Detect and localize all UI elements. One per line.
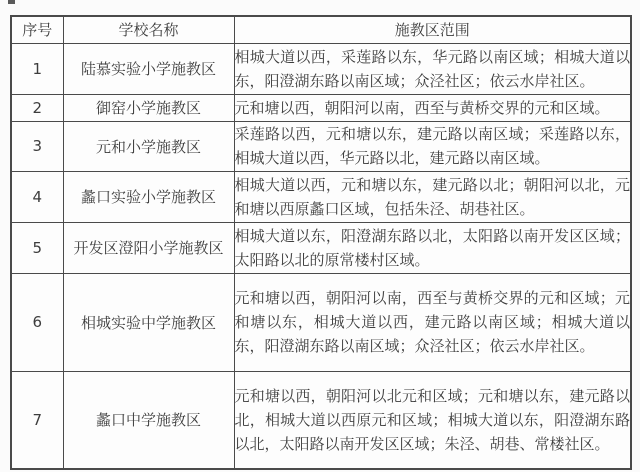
cell-range: 元和塘以西，朝阳河以南，西至与黄桥交界的元和区域；元和塘以东，相城大道以西，建元路以南区域；相城大道以东，阳澄湖东路以南区域；众泾社区；依云水岸社区。: [234, 273, 631, 371]
header-row: [11, 16, 631, 43]
cell-range: 相城大道以东，阳澄湖东路以北，太阳路以南开发区区域；太阳路以北的原常楼村区域。: [234, 222, 631, 273]
table-row: [11, 222, 631, 273]
scan-artifact-speck: [8, 0, 15, 4]
table-row: [11, 171, 631, 222]
cell-school: 元和小学施教区: [63, 121, 234, 171]
cell-no: 7: [11, 371, 63, 469]
cell-no: 1: [11, 43, 63, 94]
cell-school: 陆慕实验小学施教区: [63, 43, 234, 94]
cell-range: 相城大道以西，采莲路以东，华元路以南区域；相城大道以东，阳澄湖东路以南区域；众泾社区；依云水岸社区。: [234, 43, 631, 94]
col-header-range: 施教区范围: [234, 16, 631, 43]
school-district-table: [10, 15, 632, 470]
table-row: [11, 371, 631, 469]
cell-range: 元和塘以西，朝阳河以北元和区域；元和塘以东，建元路以北，相城大道以西原元和区域；相城大道以东，阳澄湖东路以北，太阳路以南开发区区域；朱泾、胡巷、常楼社区。: [234, 371, 631, 469]
table-row: [11, 273, 631, 371]
table-row: [11, 43, 631, 94]
cell-range: 元和塘以西，朝阳河以南，西至与黄桥交界的元和区域。: [234, 94, 631, 121]
cell-school: 御窑小学施教区: [63, 94, 234, 121]
cell-no: 5: [11, 222, 63, 273]
col-header-no: 序号: [11, 16, 63, 43]
table-row: [11, 121, 631, 171]
table-row: [11, 94, 631, 121]
cell-no: 2: [11, 94, 63, 121]
cell-range: 采莲路以西，元和塘以东，建元路以南区域；采莲路以东，相城大道以西，华元路以北，建元路以南区域。: [234, 121, 631, 171]
cell-no: 3: [11, 121, 63, 171]
cell-school: 相城实验中学施教区: [63, 273, 234, 371]
cell-no: 6: [11, 273, 63, 371]
cell-no: 4: [11, 171, 63, 222]
cell-school: 开发区澄阳小学施教区: [63, 222, 234, 273]
cell-range: 相城大道以西，元和塘以东，建元路以北；朝阳河以北，元和塘以西原蠡口区域，包括朱泾、胡巷社区。: [234, 171, 631, 222]
cell-school: 蠡口实验小学施教区: [63, 171, 234, 222]
cell-school: 蠡口中学施教区: [63, 371, 234, 469]
col-header-school: 学校名称: [63, 16, 234, 43]
